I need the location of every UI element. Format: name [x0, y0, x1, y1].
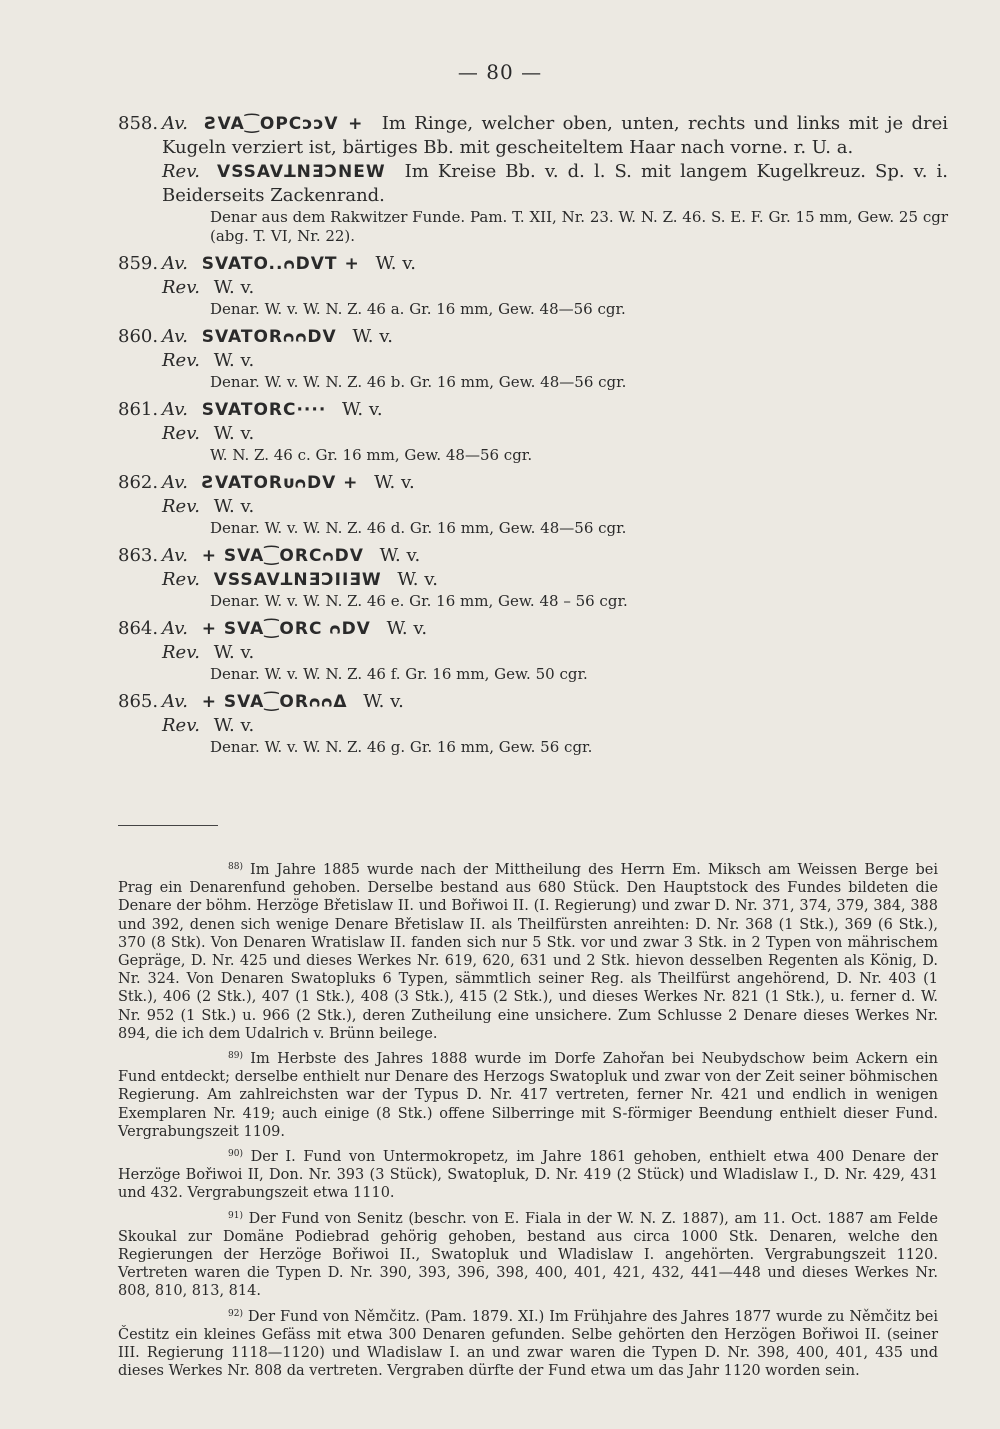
obverse-legend: SVATORᴒᴒDV: [201, 327, 337, 347]
reverse-description: [118, 276, 948, 300]
obverse-description: [118, 617, 948, 641]
entry-note: Denar aus dem Rakwitzer Funde. Pam. T. XII, Nr. 23. W. N. Z. 46. S. E. F. Gr. 15 mm, Gew. 25 cgr (abg. T. VI, Nr. 22).: [210, 208, 948, 245]
obverse-description: [118, 690, 948, 714]
obverse-text: W. v.: [342, 399, 383, 420]
reverse-label: Rev.: [162, 496, 200, 517]
obverse-legend: SVATO..ᴒDVT +: [201, 254, 360, 274]
obverse-text: W. v.: [379, 545, 421, 566]
entry-number: 864.: [118, 618, 159, 639]
catalog-entry-864: [118, 617, 948, 684]
footnote-90: [118, 1145, 938, 1203]
entry-note: Denar. W. v. W. N. Z. 46 e. Gr. 16 mm, Gew. 48 – 56 cgr.: [210, 592, 628, 610]
obverse-description: [118, 252, 948, 276]
reverse-label: Rev.: [162, 423, 200, 444]
reverse-description: [118, 349, 948, 373]
reverse-description: [118, 714, 948, 738]
catalog-entry-858: [118, 112, 948, 246]
catalog-entry-863: [118, 544, 948, 611]
entry-number: 863.: [118, 545, 159, 566]
entry-note: Denar. W. v. W. N. Z. 46 b. Gr. 16 mm, Gew. 48—56 cgr.: [210, 373, 627, 391]
obverse-label: Av.: [162, 691, 189, 712]
footnote-mark: 90): [228, 1149, 243, 1160]
reverse-description: [118, 568, 948, 592]
reverse-label: Rev.: [162, 161, 200, 182]
obverse-legend: + SVA⁐ORCᴒDV: [201, 546, 364, 566]
reverse-text: W. v.: [213, 277, 255, 298]
obverse-legend: ƧVA⁐OPCↄↄV +: [204, 114, 364, 134]
catalog-entry-860: [118, 325, 948, 392]
obverse-description: [118, 544, 948, 568]
footnote-text: Der Fund von Senitz (beschr. von E. Fiala in der W. N. Z. 1887), am 11. Oct. 1887 am Felde Skoukal zur Domäne Podiebrad gehörig gehoben, bestand aus circa 1000 Stk. Denaren, welche den Regierungen der Herzöge Bořiwoi II., Swatopluk und Wladislaw I. angehörten. Vergrabungszeit 1120. Vertreten waren die Typen D. Nr. 390, 393, 396, 398, 400, 401, 421, 432, 441—448 und dieses Werkes Nr. 808, 810, 813, 814.: [118, 1210, 939, 1300]
reverse-legend: VSSAVꓕNƎƆIIƎW: [213, 570, 382, 590]
catalog-entry-865: [118, 690, 948, 757]
entry-number: 861.: [118, 399, 159, 420]
entry-number: 860.: [118, 326, 159, 347]
obverse-label: Av.: [162, 113, 189, 134]
obverse-label: Av.: [162, 618, 189, 639]
footnotes: [118, 858, 938, 1384]
reverse-text: W. v.: [213, 715, 255, 736]
reverse-text: Im Kreise Bb. v. d. l. S. mit langem Kugelkreuz. Sp. v. i. Beiderseits Zackenrand.: [162, 161, 948, 206]
obverse-description: [118, 112, 948, 160]
reverse-label: Rev.: [162, 569, 200, 590]
reverse-label: Rev.: [162, 642, 200, 663]
obverse-legend: ƧVATORᴜᴒDV +: [201, 473, 359, 493]
entry-number: 859.: [118, 253, 159, 274]
reverse-description: [118, 422, 948, 446]
footnote-text: Im Herbste des Jahres 1888 wurde im Dorfe Zahořan bei Neubydschow beim Ackern ein Fund entdeckt; derselbe enthielt nur Denare des Herzogs Swatopluk und zwar von der Zeit seiner böhmischen Regierung. Am zahlreichsten war der Typus D. Nr. 417 vertreten, ferner Nr. 421 und endlich in wenigen Exemplaren Nr. 419; auch einige (8 Stk.) offene Silberringe mit S-förmiger Beendung enthielt dieser Fund. Vergrabungszeit 1109.: [118, 1051, 939, 1140]
footnote-mark: 88): [228, 862, 243, 872]
obverse-label: Av.: [162, 326, 189, 347]
obverse-legend: + SVA⁐ORᴒᴒΔ: [201, 692, 348, 712]
entry-number: 865.: [118, 691, 159, 712]
entry-note: Denar. W. v. W. N. Z. 46 f. Gr. 16 mm, Gew. 50 cgr.: [210, 665, 588, 683]
entry-number: 858.: [118, 113, 159, 134]
reverse-text: W. v.: [213, 642, 255, 663]
reverse-description: [118, 641, 948, 665]
footnote-mark: 92): [228, 1308, 243, 1319]
obverse-text: W. v.: [374, 472, 415, 493]
footnote-mark: 89): [228, 1051, 243, 1062]
catalog-entry-862: [118, 471, 948, 538]
reverse-label: Rev.: [162, 715, 200, 736]
footnote-91: [118, 1207, 938, 1301]
reverse-description: [118, 160, 948, 208]
footnote-mark: 91): [228, 1210, 243, 1221]
reverse-label: Rev.: [162, 350, 200, 371]
footnote-text: Der Fund von Němčitz. (Pam. 1879. XI.) Im Frühjahre des Jahres 1877 wurde zu Němčitz bei Čestitz ein kleines Gefäss mit etwa 300 Denaren gefunden. Selbe gehörten den Herzögen Bořiwoi II. (seiner III. Regierung 1118—1120) und Wladislaw I. an und zwar waren die Typen D. Nr. 398, 400, 401, 435 und dieses Werkes Nr. 808 da vertreten. Vergraben dürfte der Fund etwa um das Jahr 1120 worden sein.: [118, 1308, 939, 1380]
footnote-88: [118, 858, 938, 1043]
reverse-text: W. v.: [213, 496, 255, 517]
reverse-text: W. v.: [397, 569, 438, 590]
catalog-entry-861: [118, 398, 948, 465]
catalog-entries: [118, 112, 948, 761]
obverse-description: [118, 325, 948, 349]
entry-number: 862.: [118, 472, 159, 493]
page-number: — 80 —: [457, 60, 543, 84]
reverse-label: Rev.: [162, 277, 200, 298]
obverse-label: Av.: [162, 472, 189, 493]
obverse-label: Av.: [162, 253, 189, 274]
footnote-92: [118, 1305, 938, 1381]
reverse-text: W. v.: [213, 423, 255, 444]
obverse-text: W. v.: [386, 618, 428, 639]
obverse-legend: SVATORC····: [201, 400, 327, 420]
footnote-89: [118, 1047, 938, 1141]
obverse-legend: + SVA⁐ORC ᴒDV: [201, 619, 371, 639]
catalog-entry-859: [118, 252, 948, 319]
footnote-divider: [118, 825, 218, 826]
entry-note: W. N. Z. 46 c. Gr. 16 mm, Gew. 48—56 cgr.: [210, 446, 533, 464]
entry-note: Denar. W. v. W. N. Z. 46 a. Gr. 16 mm, Gew. 48—56 cgr.: [210, 300, 626, 318]
reverse-description: [118, 495, 948, 519]
footnote-text: Der I. Fund von Untermokropetz, im Jahre 1861 gehoben, enthielt etwa 400 Denare der Herzöge Bořiwoi II, Don. Nr. 393 (3 Stück), Swatopluk, D. Nr. 419 (2 Stück) und Wladislaw I., D. Nr. 429, 431 und 432. Vergrabungszeit etwa 1110.: [118, 1149, 939, 1202]
obverse-description: [118, 398, 948, 422]
obverse-text: W. v.: [375, 253, 416, 274]
reverse-legend: VSSAVꓕNƎƆNEW: [217, 162, 386, 182]
entry-note: Denar. W. v. W. N. Z. 46 g. Gr. 16 mm, Gew. 56 cgr.: [210, 738, 593, 756]
obverse-label: Av.: [162, 399, 189, 420]
obverse-text: W. v.: [363, 691, 404, 712]
obverse-text: Im Ringe, welcher oben, unten, rechts und links mit je drei Kugeln verziert ist, bärtiges Bb. mit gescheiteltem Haar nach vorne. r. U. a.: [162, 113, 949, 158]
obverse-description: [118, 471, 948, 495]
footnote-text: Im Jahre 1885 wurde nach der Mittheilung des Herrn Em. Miksch am Weissen Berge bei Prag ein Denarenfund gehoben. Derselbe bestand aus 680 Stück. Den Hauptstock des Fundes bildeten die Denare der böhm. Herzöge Břetislaw II. und Bořiwoi II. (I. Regierung) und zwar D. Nr. 371, 374, 379, 384, 388 und 392, denen sich wenige Denare Břetislaw II. als Theilfürsten anreihten: D. Nr. 368 (1 Stk.), 369 (6 Stk.), 370 (8 Stk). Von Denaren Wratislaw II. fanden sich nur 5 Stk. vor und zwar 3 Stk. in 2 Typen von mährischem Gepräge, D. Nr. 425 und dieses Werkes Nr. 619, 620, 631 und 2 Stk. hievon desselben Regenten als König, D. Nr. 324. Von Denaren Swatopluks 6 Typen, sämmtlich seiner Reg. als Theilfürst angehörend, D. Nr. 403 (1 Stk.), 406 (2 Stk.), 407 (1 Stk.), 408 (3 Stk.), 415 (2 Stk.), und dieses Werkes Nr. 821 (1 Stk.), u. ferner d. W. Nr. 952 (1 Stk.) u. 966 (2 Stk.), deren Zutheilung eine unsichere. Zum Schlusse 2 Denare dieses Werkes Nr. 894, die ich dem Udalrich v. Brünn beilege.: [118, 862, 939, 1042]
obverse-text: W. v.: [352, 326, 393, 347]
reverse-text: W. v.: [213, 350, 255, 371]
entry-note: Denar. W. v. W. N. Z. 46 d. Gr. 16 mm, Gew. 48—56 cgr.: [210, 519, 627, 537]
obverse-label: Av.: [162, 545, 189, 566]
